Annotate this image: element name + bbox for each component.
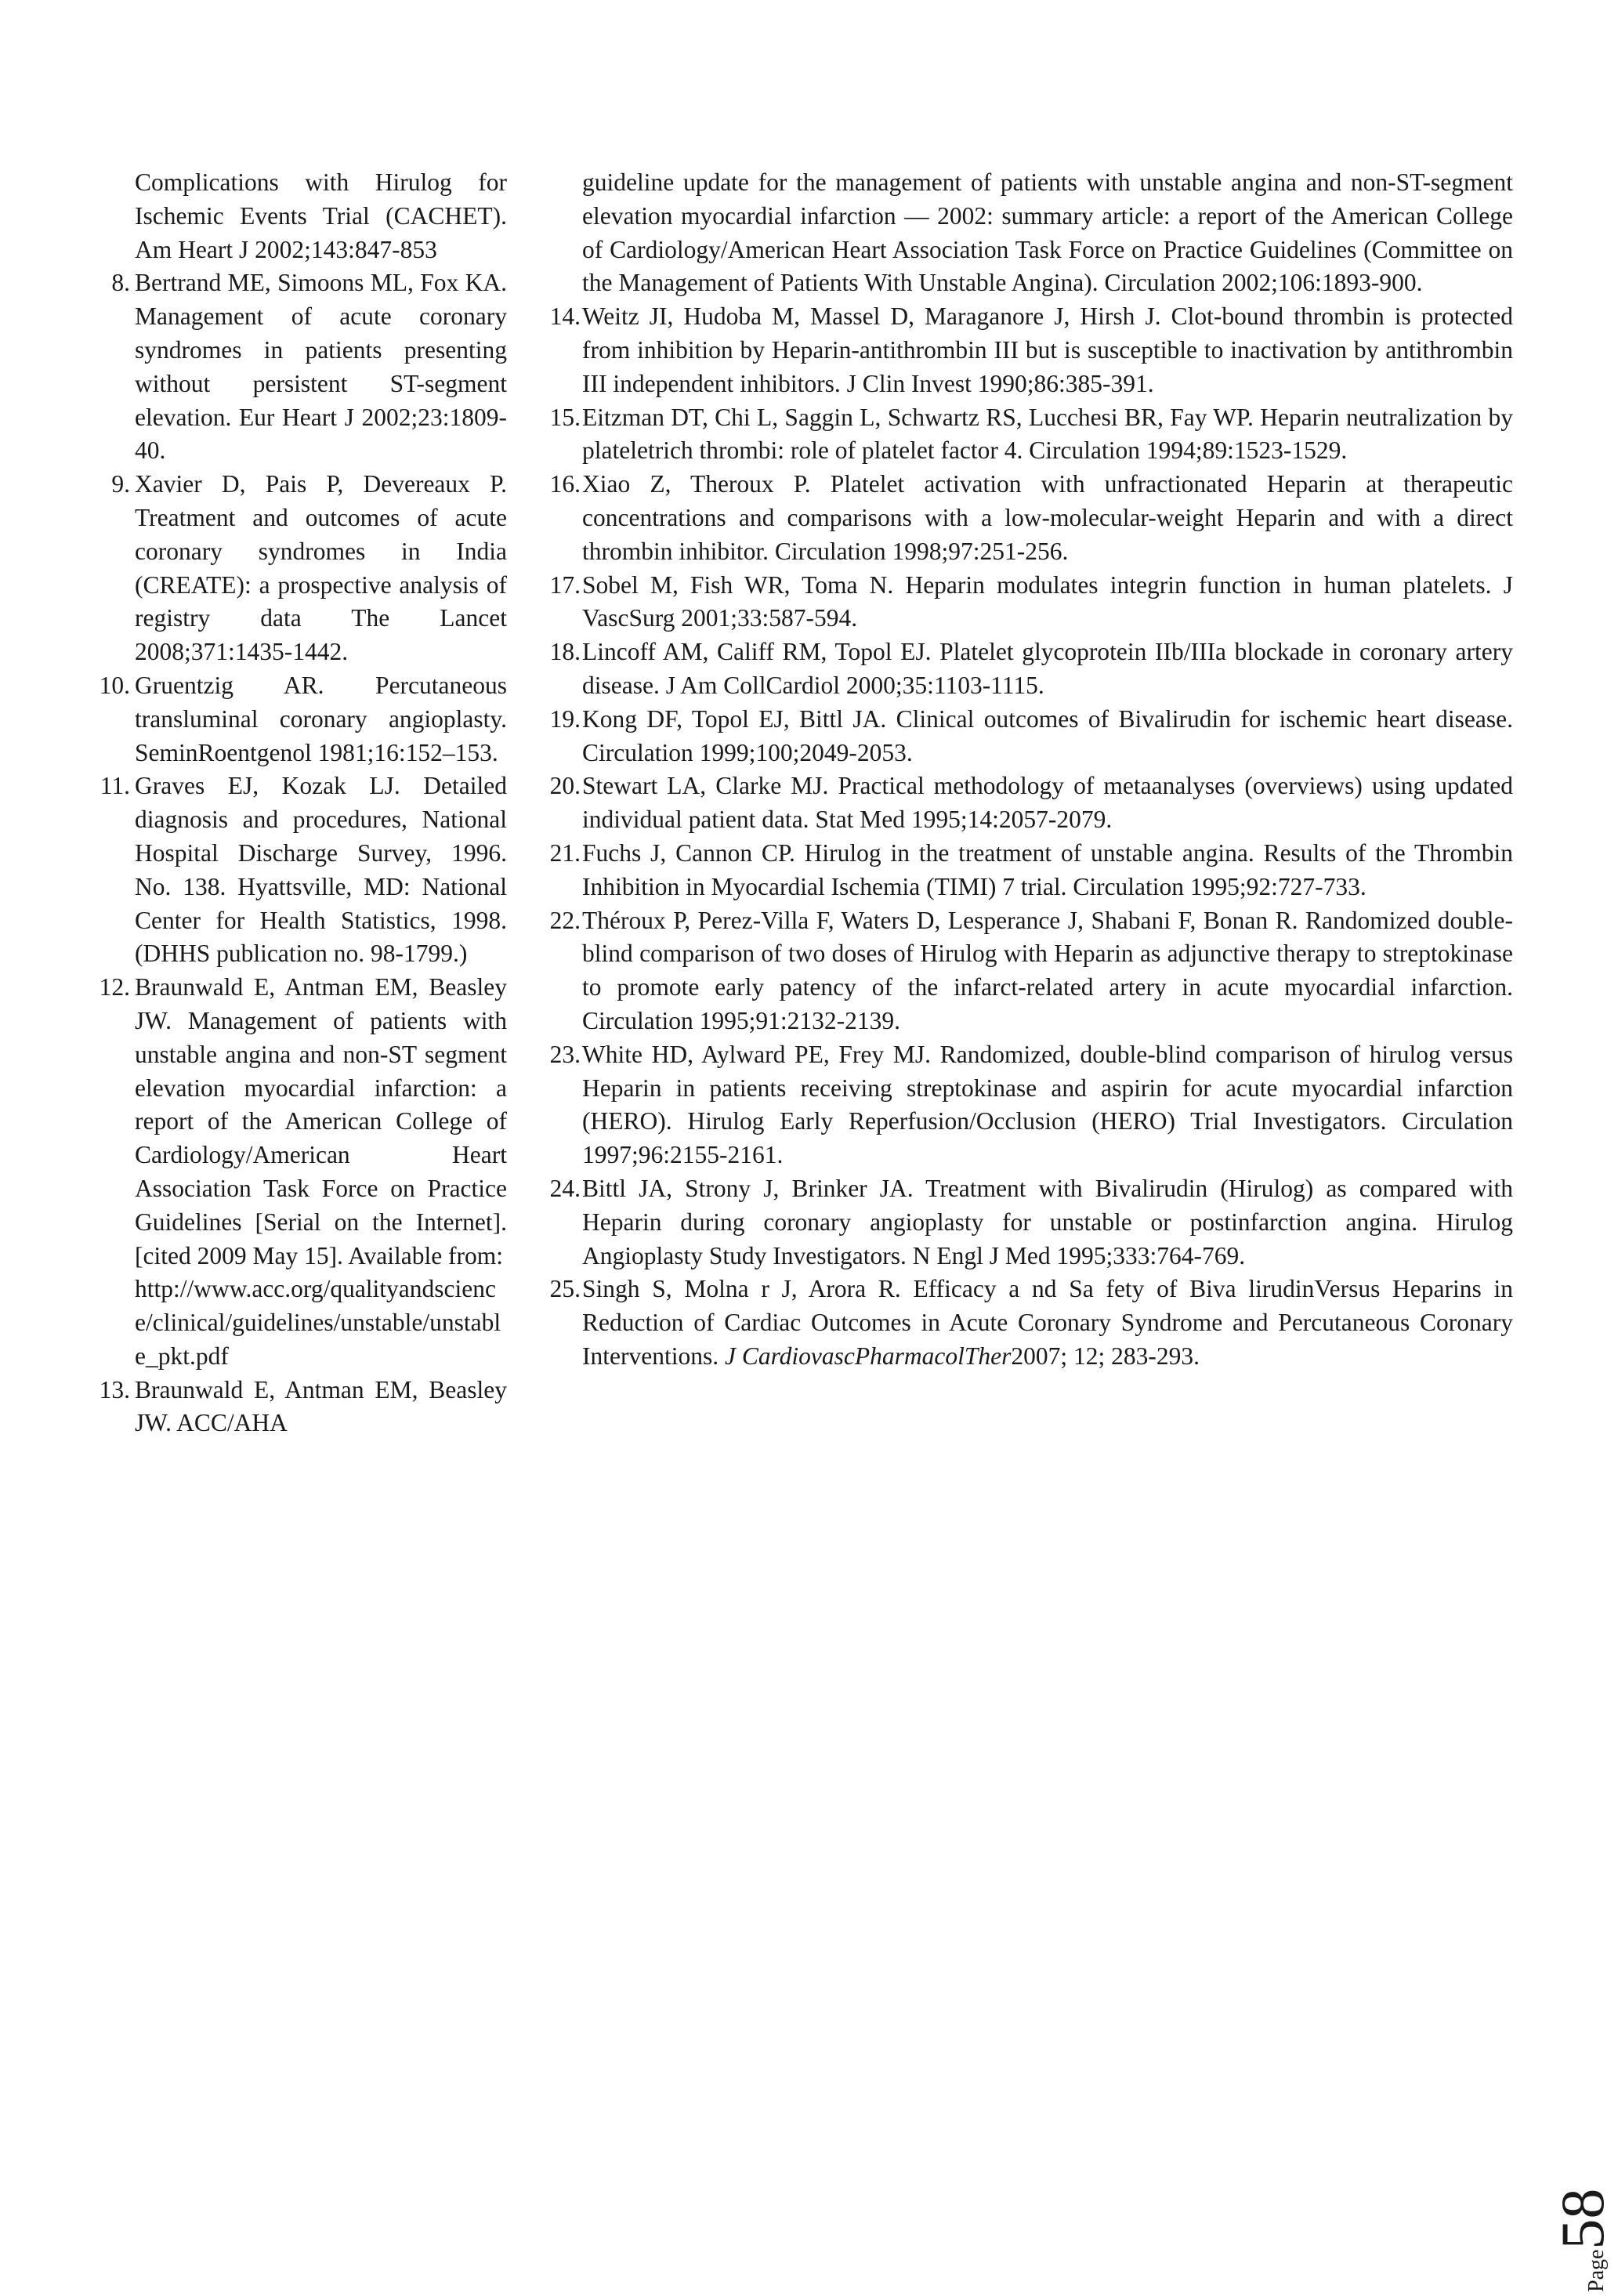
reference-text: Gruentzig AR. Percutaneous transluminal coronary angioplasty. SeminRoentgenol 1981;16:152–153. — [135, 671, 507, 766]
reference-text: guideline update for the management of patients with unstable angina and non-ST-segment elevation myocardial infarction — 2002: summary article: a report of the American College of Cardiology/American Heart Association Task Force on Practice Guidelines (Committee on the Management of Patients With Unstable Angina). Circulation 2002;106:1893-900. — [582, 168, 1513, 297]
reference-number: 15. — [549, 403, 581, 431]
reference-text: Xavier D, Pais P, Devereaux P. Treatment and outcomes of acute coronary syndromes in India (CREATE): a prospective analysis of registry data The Lancet 2008;371:1435-1442. — [135, 470, 507, 666]
reference-text: Kong DF, Topol EJ, Bittl JA. Clinical outcomes of Bivalirudin for ischemic heart disease. Circulation 1999;100;2049-2053. — [582, 704, 1513, 766]
reference-item — [537, 636, 1513, 703]
reference-number: 20. — [549, 772, 581, 800]
reference-number: 9. — [111, 470, 130, 498]
reference-text: Braunwald E, Antman EM, Beasley JW. Management of patients with unstable angina and non-ST segment elevation myocardial infarction: a report of the American College of Cardiology/American Heart Association Task Force on Practice Guidelines [Serial on the Internet]. [cited 2009 May 15]. Available from: — [135, 973, 507, 1269]
reference-number: 18. — [549, 638, 581, 666]
reference-number: 11. — [100, 772, 130, 800]
reference-item — [537, 837, 1513, 904]
reference-number: 22. — [549, 906, 581, 934]
reference-item — [537, 1038, 1513, 1172]
reference-item — [537, 468, 1513, 568]
reference-number: 19. — [549, 704, 581, 733]
page-number: 58 — [1548, 2188, 1616, 2250]
reference-number: 21. — [549, 838, 581, 867]
reference-item — [86, 669, 507, 770]
reference-item — [537, 1172, 1513, 1273]
page-number-label — [1547, 2188, 1616, 2296]
reference-item — [86, 770, 507, 971]
reference-item — [86, 971, 507, 1374]
reference-text: Bittl JA, Strony J, Brinker JA. Treatment with Bivalirudin (Hirulog) as compared with Heparin during coronary angioplasty for unstable or postinfarction angina. Hirulog Angioplasty Study Investigators. N Engl J Med 1995;333:764-769. — [582, 1174, 1513, 1269]
reference-text: Weitz JI, Hudoba M, Massel D, Maraganore J, Hirsh J. Clot-bound thrombin is protected from inhibition by Heparin-antithrombin III but is susceptible to inactivation by antithrombin III independent inhibitors. J Clin Invest 1990;86:385-391. — [582, 302, 1513, 397]
reference-item — [537, 1273, 1513, 1373]
reference-text: Singh S, Molna r J, Arora R. Efficacy a nd Sa fety of Biva lirudinVersus Heparins in Reduction of Cardiac Outcomes in Acute Coronary Syndrome and Percutaneous Coronary Interventions. — [582, 1275, 1513, 1370]
reference-item — [537, 703, 1513, 770]
reference-item — [86, 266, 507, 468]
reference-text: Lincoff AM, Califf RM, Topol EJ. Platelet glycoprotein IIb/IIIa blockade in coronary artery disease. J Am CollCardiol 2000;35:1103-1115. — [582, 638, 1513, 699]
reference-continuation: Complications with Hirulog for Ischemic Events Trial (CACHET). Am Heart J 2002;143:847-853 — [135, 168, 507, 263]
reference-item — [537, 300, 1513, 400]
reference-text: Stewart LA, Clarke MJ. Practical methodology of metaanalyses (overviews) using updated individual patient data. Stat Med 1995;14:2057-2079. — [582, 772, 1513, 834]
reference-text: Braunwald E, Antman EM, Beasley JW. ACC/AHA — [135, 1375, 507, 1437]
reference-continuation — [537, 166, 1513, 300]
reference-number: 8. — [111, 269, 130, 297]
reference-text: Eitzman DT, Chi L, Saggin L, Schwartz RS, Lucchesi BR, Fay WP. Heparin neutralization by plateletrich thrombi: role of platelet factor 4. Circulation 1994;89:1523-1529. — [582, 403, 1513, 465]
reference-text: Fuchs J, Cannon CP. Hirulog in the treatment of unstable angina. Results of the Thrombin Inhibition in Myocardial Ischemia (TIMI) 7 trial. Circulation 1995;92:727-733. — [582, 838, 1513, 900]
page-word: Page — [1584, 2249, 1609, 2292]
reference-text: Xiao Z, Theroux P. Platelet activation with unfractionated Heparin at therapeutic concentrations and comparisons with a low-molecular-weight Heparin and with a direct thrombin inhibitor. Circulation 1998;97:251-256. — [582, 470, 1513, 565]
reference-number: 12. — [99, 973, 130, 1001]
reference-text: Sobel M, Fish WR, Toma N. Heparin modulates integrin function in human platelets. J VascSurg 2001;33:587-594. — [582, 570, 1513, 632]
reference-item — [537, 401, 1513, 469]
reference-number: 13. — [99, 1375, 130, 1403]
left-column — [86, 166, 507, 1440]
right-column — [537, 166, 1513, 1374]
reference-number: 25. — [549, 1275, 581, 1303]
reference-tail: 2007; 12; 283-293. — [1011, 1342, 1200, 1370]
reference-url[interactable]: http://www.acc.org/qualityandscience/clinical/guidelines/unstable/unstable_pkt.pdf — [135, 1275, 501, 1370]
reference-number: 10. — [99, 671, 130, 699]
reference-item — [537, 770, 1513, 837]
reference-number: 24. — [549, 1174, 581, 1202]
reference-number: 17. — [549, 570, 581, 599]
reference-text: Graves EJ, Kozak LJ. Detailed diagnosis and procedures, National Hospital Discharge Survey, 1996. No. 138. Hyattsville, MD: National Center for Health Statistics, 1998. (DHHS publication no. 98-1799.) — [135, 772, 507, 968]
reference-text: White HD, Aylward PE, Frey MJ. Randomized, double-blind comparison of hirulog versus Heparin in patients receiving streptokinase and aspirin for acute myocardial infarction (HERO). Hirulog Early Reperfusion/Occlusion (HERO) Trial Investigators. Circulation 1997;96:2155-2161. — [582, 1040, 1513, 1169]
reference-number: 16. — [549, 470, 581, 498]
reference-item — [537, 904, 1513, 1038]
reference-text: Bertrand ME, Simoons ML, Fox KA. Management of acute coronary syndromes in patients presenting without persistent ST-segment elevation. Eur Heart J 2002;23:1809-40. — [135, 269, 507, 465]
reference-item — [86, 468, 507, 669]
journal-name: J CardiovascPharmacolTher — [724, 1342, 1012, 1370]
reference-item — [86, 1374, 507, 1441]
reference-item — [537, 569, 1513, 636]
reference-number: 23. — [549, 1040, 581, 1068]
reference-text: Théroux P, Perez-Villa F, Waters D, Lesperance J, Shabani F, Bonan R. Randomized double-blind comparison of two doses of Hirulog with Heparin as adjunctive therapy to streptokinase to promote early patency of the infarct-related artery in acute myocardial infarction. Circulation 1995;91:2132-2139. — [582, 906, 1513, 1034]
reference-number: 14. — [549, 302, 581, 331]
